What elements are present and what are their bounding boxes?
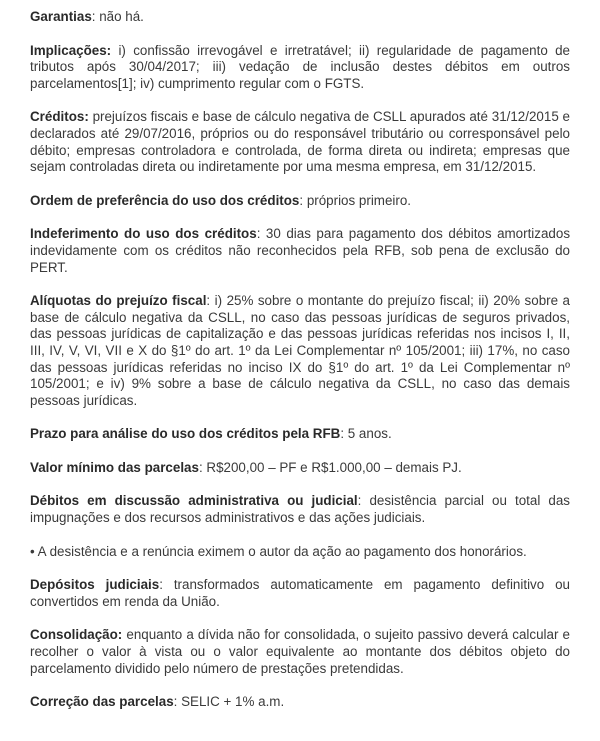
paragraph-text: : SELIC + 1% a.m. xyxy=(173,694,285,710)
paragraph-depositos xyxy=(30,577,570,610)
bullet-item xyxy=(30,544,570,561)
paragraph-correcao xyxy=(30,694,570,711)
paragraph-text: : desistência parcial ou total das impugnações e dos recursos administrativos e das ações judiciais. xyxy=(30,493,570,526)
paragraph-label: Prazo para análise do uso dos créditos pela RFB xyxy=(30,426,341,442)
paragraph-garantias xyxy=(30,9,570,26)
paragraph-text: i) confissão irrevogável e irretratável; ii) regularidade de pagamento de tributos após 30/04/2017; iii) vedação de inclusão destes débitos em outros parcelamentos[1]; iv) cumprimento regular com o FGTS. xyxy=(30,42,570,91)
paragraph-indeferimento xyxy=(30,226,570,276)
paragraph-text: enquanto a dívida não for consolidada, o sujeito passivo deverá calcular e recolher o valor à vista ou o valor equivalente ao montante dos débitos objeto do parcelamento dividido pelo número de prestações pretendidas. xyxy=(30,627,570,676)
paragraph-text: : não há. xyxy=(91,9,144,24)
paragraph-label: Implicações: xyxy=(30,42,112,58)
paragraph-text: prejuízos fiscais e base de cálculo negativa de CSLL apurados até 31/12/2015 e declarados até 29/07/2016, próprios ou do responsável tributário ou corresponsável pelo débito; empresas controladora e controlada, de forma direta ou indireta; empresas que sejam controladas direta ou indiretamente por uma mesma empresa, em 31/12/2015. xyxy=(30,109,570,175)
paragraph-label: Alíquotas do prejuízo fiscal xyxy=(30,293,207,309)
paragraph-label: Garantias xyxy=(30,9,92,24)
paragraph-text: : próprios primeiro. xyxy=(299,192,411,208)
paragraph-label: Correção das parcelas xyxy=(30,694,174,710)
paragraph-ordem xyxy=(30,193,570,210)
paragraph-label: Consolidação: xyxy=(30,627,123,643)
paragraph-text: : 30 dias para pagamento dos débitos amortizados indevidamente com os créditos não reconhecidos pela RFB, sob pena de exclusão do PERT. xyxy=(30,226,571,275)
paragraph-prazo xyxy=(30,426,570,443)
paragraph-implicacoes xyxy=(30,43,570,93)
paragraph-text: : transformados automaticamente em pagamento definitivo ou convertidos em renda da União. xyxy=(30,577,570,609)
paragraph-label: Valor mínimo das parcelas xyxy=(30,459,199,475)
paragraph-label: Créditos: xyxy=(30,109,89,125)
paragraph-label: Débitos em discussão administrativa ou judicial xyxy=(30,493,358,509)
paragraph-consolidacao xyxy=(30,627,570,677)
paragraph-text: : i) 25% sobre o montante do prejuízo fiscal; ii) 20% sobre a base de cálculo negativa da CSLL, no caso das pessoas jurídicas de seguros privados, das pessoas jurídicas de capitalização e das pessoas jurídicas referidas nos incisos I, II, III, IV, V, VI, VII e X do §1º do art. 1º da Lei Complementar nº 105/2001; iii) 17%, no caso das pessoas jurídicas referidas no inciso IX do §1º do art. 1º da Lei Complementar nº 105/2001; e iv) 9% sobre a base de cálculo negativa da CSLL, no caso das demais pessoas jurídicas. xyxy=(30,293,570,408)
paragraph-text: : 5 anos. xyxy=(340,426,392,442)
paragraph-valor xyxy=(30,460,570,477)
paragraph-label: Depósitos judiciais xyxy=(30,577,160,593)
paragraph-debitos xyxy=(30,493,570,526)
bullet-text: • A desistência e a renúncia eximem o autor da ação ao pagamento dos honorários. xyxy=(30,543,527,559)
paragraph-label: Indeferimento do uso dos créditos xyxy=(30,226,257,242)
paragraph-creditos xyxy=(30,109,570,175)
paragraph-text: : R$200,00 – PF e R$1.000,00 – demais PJ. xyxy=(198,459,462,475)
paragraph-label: Ordem de preferência do uso dos créditos xyxy=(30,192,300,208)
paragraph-aliquotas xyxy=(30,293,570,409)
